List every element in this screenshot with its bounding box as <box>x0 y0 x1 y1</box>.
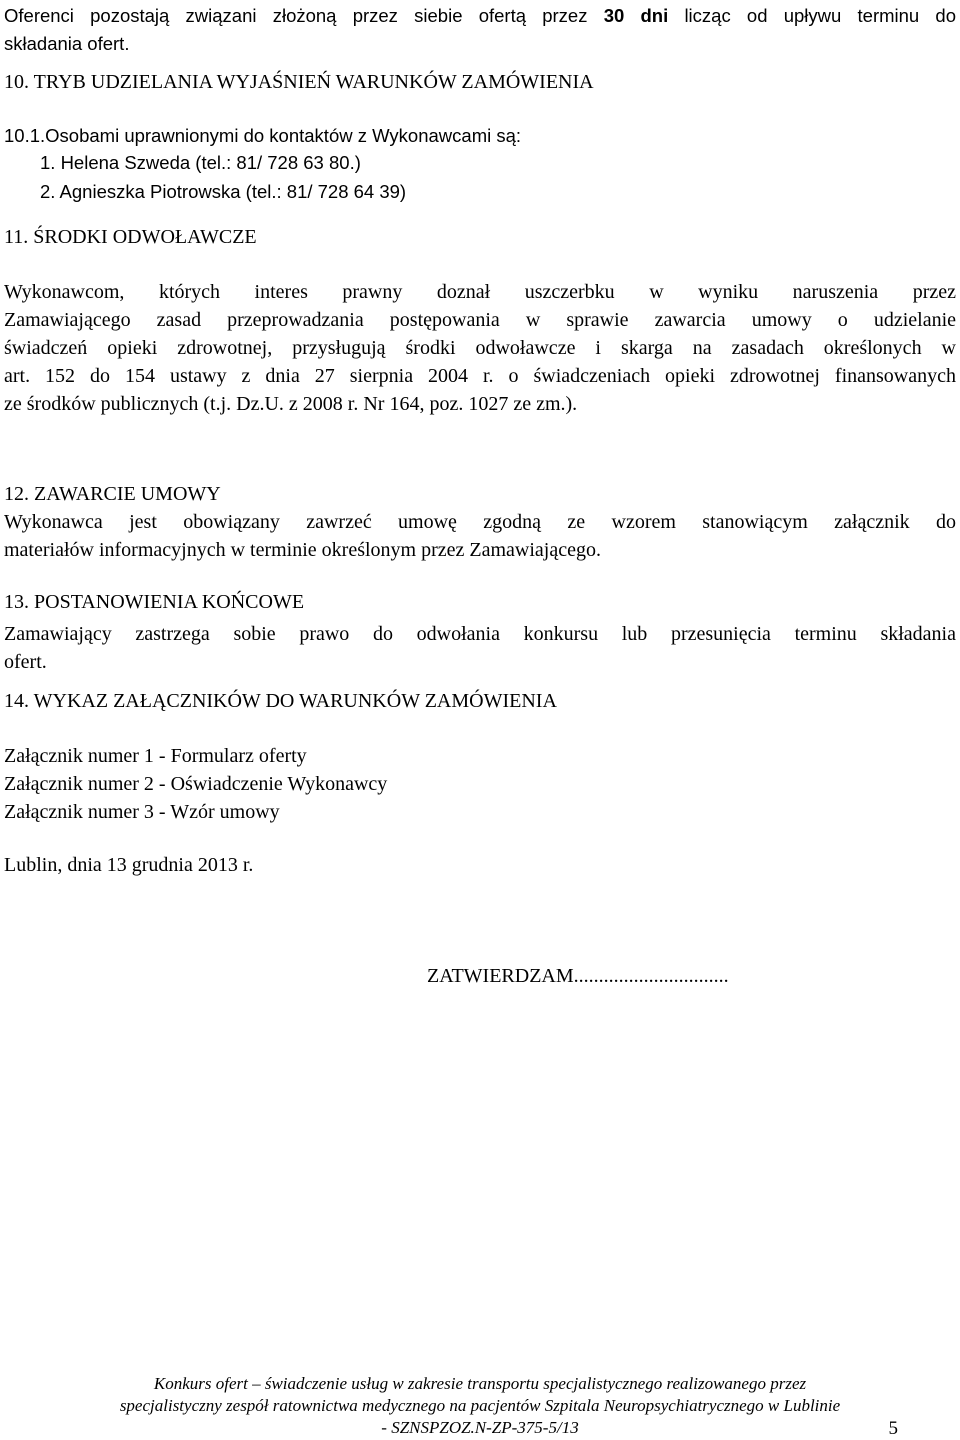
contact-item-1: 1. Helena Szweda (tel.: 81/ 728 63 80.) <box>40 152 361 173</box>
remedies-paragraph: Wykonawcom, których interes prawny doznał uszczerbku w wyniku naruszenia przez Zamawiającego zasad przeprowadzania postępowania w sprawie zawarcia umowy o udzielanie świadczeń opieki zdrowotnej, przysługują środki odwoławcze i skarga na zasadach określonych w art. 152 do 154 ustawy z dnia 27 sierpnia 2004 r. o świadczeniach opieki zdrowotnej finansowanych ze środków publicznych (t.j. Dz.U. z 2008 r. Nr 164, poz. 1027 ze zm.). <box>4 281 956 415</box>
page-number: 5 <box>888 1418 898 1439</box>
attachment-item-3: Załącznik numer 3 - Wzór umowy <box>4 801 280 823</box>
attachment-item-2: Załącznik numer 2 - Oświadczenie Wykonawcy <box>4 773 388 795</box>
section-12-heading: 12. ZAWARCIE UMOWY <box>4 483 221 505</box>
approval-signature-line: ZATWIERDZAM............................... <box>427 965 729 987</box>
section-10-heading: 10. TRYB UDZIELANIA WYJAŚNIEŃ WARUNKÓW ZAMÓWIENIA <box>4 71 594 93</box>
attachments-list <box>4 742 956 826</box>
section-13-heading: 13. POSTANOWIENIA KOŃCOWE <box>4 591 305 613</box>
place-and-date: Lublin, dnia 13 grudnia 2013 r. <box>4 854 254 876</box>
validity-period: 30 dni <box>603 5 669 26</box>
section-14-heading: 14. WYKAZ ZAŁĄCZNIKÓW DO WARUNKÓW ZAMÓWIENIA <box>4 690 557 712</box>
footer-line-1: Konkurs ofert – świadczenie usług w zakresie transportu specjalistycznego realizowanego przez <box>153 1374 807 1393</box>
contact-item-2: 2. Agnieszka Piotrowska (tel.: 81/ 728 64 39) <box>40 181 407 202</box>
section-11-heading: 11. ŚRODKI ODWOŁAWCZE <box>4 226 257 248</box>
page-footer <box>0 1373 960 1439</box>
attachment-item-1: Załącznik numer 1 - Formularz oferty <box>4 745 307 767</box>
offer-validity-paragraph: Oferenci pozostają związani złożoną przez siebie ofertą przez 30 dni licząc od upływu terminu do składania ofert. <box>4 5 957 54</box>
contacts-intro: 10.1.Osobami uprawnionymi do kontaktów z Wykonawcami są: <box>4 125 522 146</box>
final-provisions-paragraph: Zamawiający zastrzega sobie prawo do odwołania konkursu lub przesunięcia terminu składania ofert. <box>4 623 956 673</box>
contract-paragraph: Wykonawca jest obowiązany zawrzeć umowę zgodną ze wzorem stanowiącym załącznik do materiałów informacyjnych w terminie określonym przez Zamawiającego. <box>4 511 956 561</box>
footer-line-2: specjalistyczny zespół ratownictwa medycznego na pacjentów Szpitala Neuropsychiatrycznego w Lublinie <box>119 1396 841 1415</box>
footer-line-3: - SZNSPZOZ.N-ZP-375-5/13 <box>381 1418 579 1437</box>
